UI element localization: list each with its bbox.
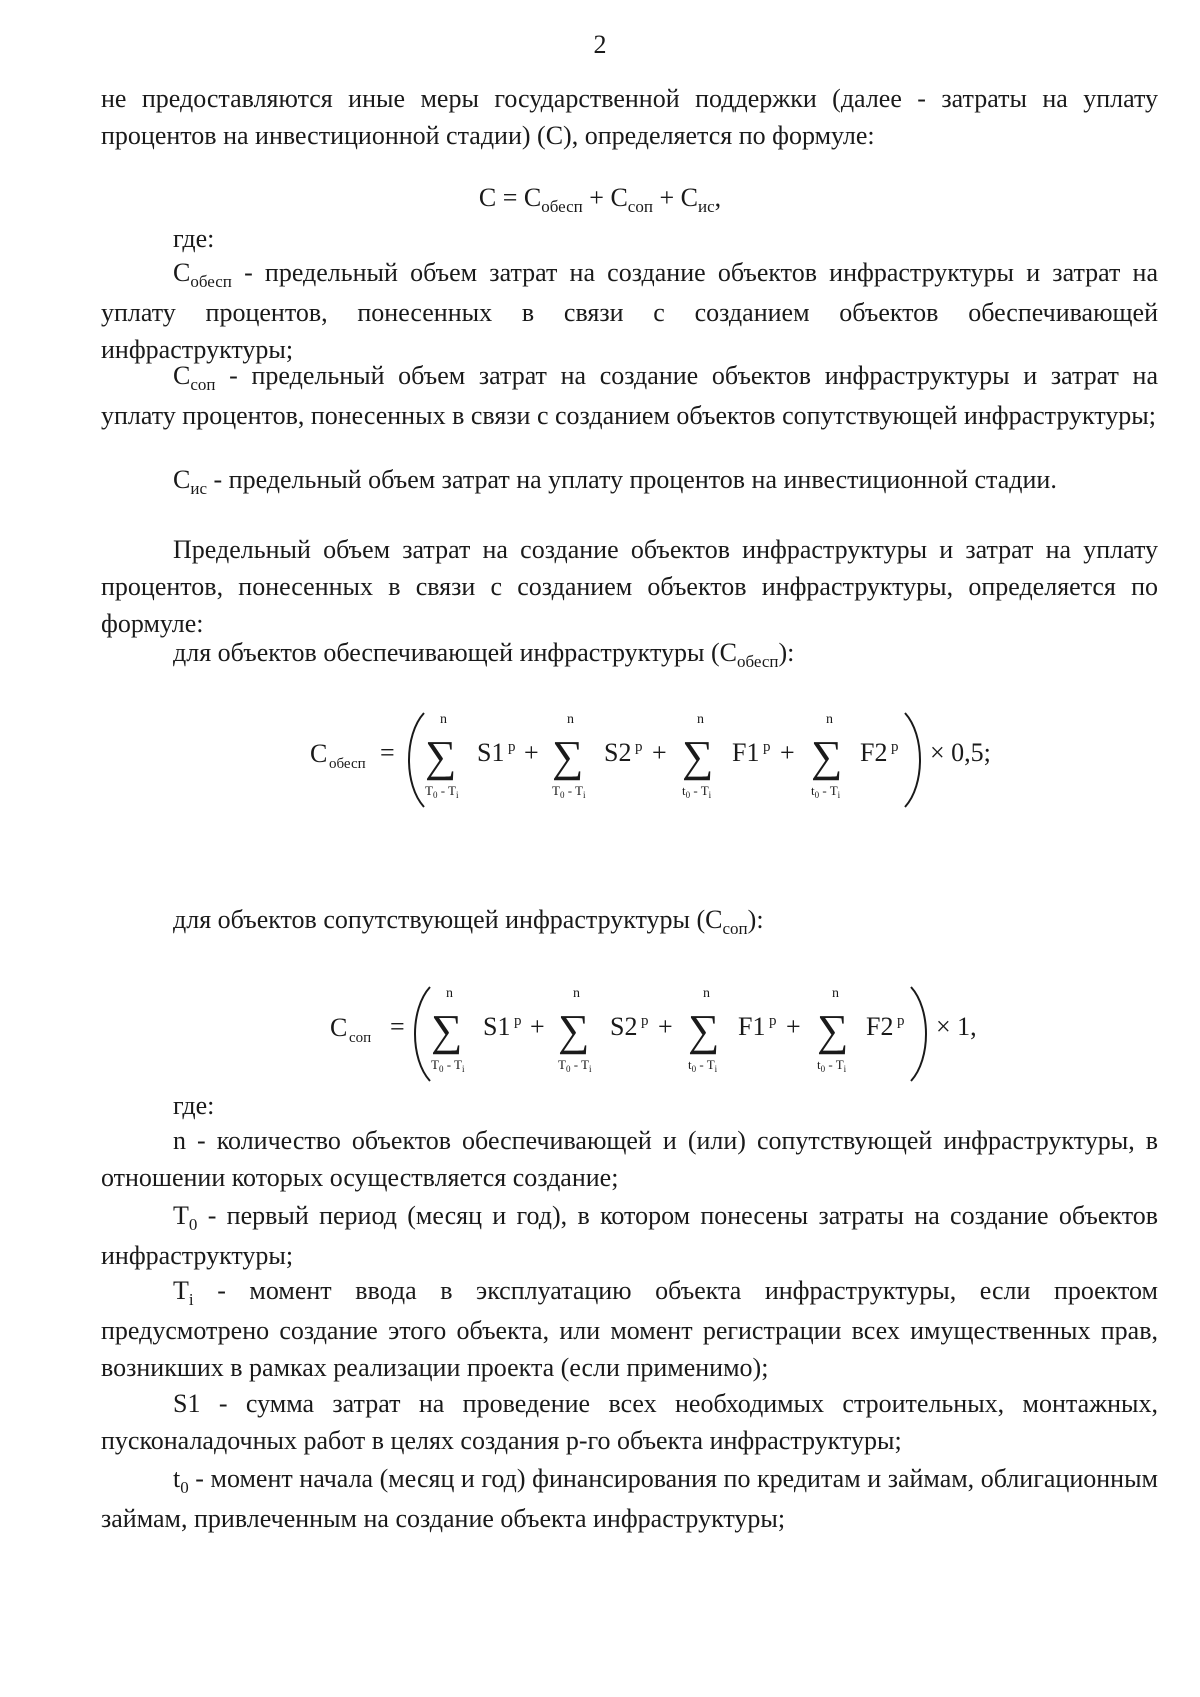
term-sup: p — [763, 739, 771, 755]
intro-paragraph: не предоставляются иные меры государственной поддержки (далее - затраты на уплату процентов на инвестиционной стадии) (С), определяется по формуле: — [101, 84, 1158, 150]
sum-upper: n — [440, 712, 447, 727]
sigma-glyph: ∑ — [688, 1006, 720, 1055]
sum-upper: n — [567, 712, 574, 727]
def-text: - предельный объем затрат на создание объектов инфраструктуры и затрат на уплату процентов, понесенных в связи с созданием объектов обеспечивающей инфраструктуры; — [101, 258, 1158, 364]
sum-term-s1 — [425, 712, 516, 800]
def-text: - момент начала (месяц и год) финансирования по кредитам и займам, облигационным займам, привлеченным на создание объекта инфраструктуры; — [101, 1464, 1158, 1533]
def-symbol: n — [173, 1126, 186, 1155]
def-subscript: 0 — [188, 1215, 198, 1234]
limit-paragraph: Предельный объем затрат на создание объектов инфраструктуры и затрат на уплату процентов, понесенных в связи с созданием объектов инфраструктуры, определяется по формуле: — [101, 535, 1158, 638]
sigma-glyph: ∑ — [811, 732, 843, 781]
def-symbol: С — [173, 258, 191, 287]
formula-sop-lhs: С — [330, 1013, 348, 1042]
plus: + — [530, 1012, 545, 1041]
term-f2: F2 — [860, 738, 888, 767]
def-text: - количество объектов обеспечивающей и (или) сопутствующей инфраструктуры, в отношении которых осуществляется создание; — [101, 1126, 1158, 1192]
def-text: - сумма затрат на проведение всех необходимых строительных, монтажных, пусконаладочных работ в целях создания p-го объекта инфраструктуры; — [101, 1389, 1158, 1455]
sum-upper: n — [826, 712, 833, 727]
def-n — [101, 1122, 1158, 1196]
formula-sop-eq: = — [390, 1012, 405, 1041]
label-obesp — [101, 634, 1158, 674]
term-s2: S2 — [604, 738, 632, 767]
sum-term-s2 — [552, 712, 643, 800]
def-small-t0 — [101, 1460, 1158, 1537]
sigma-glyph: ∑ — [682, 732, 714, 781]
plus: + — [658, 1012, 673, 1041]
sigma-glyph: ∑ — [552, 732, 584, 781]
sigma-glyph: ∑ — [425, 732, 457, 781]
formula-obesp — [0, 705, 1200, 815]
def-text: - первый период (месяц и год), в котором понесены затраты на создание объектов инфраструктуры; — [101, 1201, 1158, 1270]
formula-obesp-eq: = — [380, 738, 395, 767]
label-close: ): — [747, 905, 764, 934]
term-f2: F2 — [866, 1012, 894, 1041]
def-symbol: T — [173, 1201, 189, 1230]
main-formula-sub-is: ис — [697, 197, 715, 216]
def-subscript: ис — [190, 479, 207, 498]
formula-sop-lhs-sub: соп — [349, 1030, 372, 1046]
sum-lower: $t_0 - T_i$ — [688, 1057, 718, 1074]
formula-sop — [0, 979, 1200, 1089]
where-label-1: где: — [173, 224, 215, 253]
sum-lower: $t_0 - T_i$ — [811, 783, 841, 800]
page-number: 2 — [593, 30, 607, 59]
sum-upper: n — [703, 986, 710, 1001]
def-t0 — [101, 1197, 1158, 1274]
main-formula-plus1: + С — [582, 183, 628, 212]
term-f1: F1 — [732, 738, 760, 767]
formula-obesp-lhs: С — [310, 739, 328, 768]
formula-obesp-tail: × 0,5; — [930, 738, 991, 767]
sigma-glyph: ∑ — [558, 1006, 590, 1055]
def-symbol: С — [173, 465, 191, 494]
sum-upper: n — [832, 986, 839, 1001]
def-c-sop — [101, 357, 1158, 434]
main-formula-sub-sop: соп — [627, 197, 653, 216]
formula-obesp-lhs-sub: обесп — [329, 756, 366, 772]
sum-lower: $T_0 - T_i$ — [558, 1057, 592, 1074]
main-formula-end: , — [714, 183, 722, 212]
def-ti — [101, 1272, 1158, 1386]
term-sup: p — [897, 1013, 905, 1029]
sum-term-f2 — [817, 986, 905, 1074]
term-sup: p — [641, 1013, 649, 1029]
label-sop — [101, 901, 1158, 941]
term-f1: F1 — [738, 1012, 766, 1041]
term-s2: S2 — [610, 1012, 638, 1041]
label-text: для объектов обеспечивающей инфраструктуры (С — [173, 638, 737, 667]
sum-term-f1 — [682, 712, 771, 800]
label-subscript: обесп — [736, 652, 779, 671]
sum-upper: n — [446, 986, 453, 1001]
sigma-glyph: ∑ — [431, 1006, 463, 1055]
plus: + — [780, 738, 795, 767]
def-subscript: i — [188, 1290, 194, 1309]
sum-term-s2 — [558, 986, 649, 1074]
def-subscript: 0 — [180, 1478, 189, 1497]
term-sup: p — [508, 739, 516, 755]
def-s1 — [101, 1385, 1158, 1459]
right-paren — [905, 713, 920, 807]
left-paren — [415, 987, 430, 1081]
sum-lower: $t_0 - T_i$ — [682, 783, 712, 800]
where-label-2: где: — [173, 1091, 215, 1120]
main-formula — [0, 183, 1200, 216]
sum-lower: $T_0 - T_i$ — [552, 783, 586, 800]
def-text: - момент ввода в эксплуатацию объекта инфраструктуры, если проектом предусмотрено создание этого объекта, или момент регистрации всех имущественных прав, возникших в рамках реализации проекта (если применимо); — [101, 1276, 1158, 1382]
def-text: - предельный объем затрат на уплату процентов на инвестиционной стадии. — [207, 465, 1057, 494]
sum-upper: n — [573, 986, 580, 1001]
sum-lower: $T_0 - T_i$ — [431, 1057, 465, 1074]
def-symbol: t — [173, 1464, 181, 1493]
formula-sop-tail: × 1, — [936, 1012, 977, 1041]
def-c-obesp — [101, 254, 1158, 368]
term-s1: S1 — [477, 738, 505, 767]
sum-term-s1 — [431, 986, 522, 1074]
plus: + — [652, 738, 667, 767]
right-paren — [911, 987, 926, 1081]
label-text: для объектов сопутствующей инфраструктуры (С — [173, 905, 723, 934]
left-paren — [409, 713, 424, 807]
def-symbol: S1 — [173, 1389, 201, 1418]
def-text: - предельный объем затрат на создание объектов инфраструктуры и затрат на уплату процентов, понесенных в связи с созданием объектов сопутствующей инфраструктуры; — [101, 361, 1158, 430]
sum-upper: n — [697, 712, 704, 727]
label-close: ): — [778, 638, 795, 667]
term-s1: S1 — [483, 1012, 511, 1041]
sum-lower: $T_0 - T_i$ — [425, 783, 459, 800]
plus: + — [786, 1012, 801, 1041]
main-formula-lhs: С = С — [478, 183, 542, 212]
label-subscript: соп — [722, 919, 748, 938]
sigma-glyph: ∑ — [817, 1006, 849, 1055]
term-sup: p — [891, 739, 899, 755]
term-sup: p — [769, 1013, 777, 1029]
def-c-is — [101, 461, 1158, 501]
def-symbol: T — [173, 1276, 189, 1305]
term-sup: p — [635, 739, 643, 755]
def-symbol: С — [173, 361, 191, 390]
main-formula-sub-obesp: обесп — [541, 197, 583, 216]
term-sup: p — [514, 1013, 522, 1029]
sum-term-f1 — [688, 986, 777, 1074]
plus: + — [524, 738, 539, 767]
sum-term-f2 — [811, 712, 899, 800]
def-subscript: обесп — [190, 272, 232, 291]
sum-lower: $t_0 - T_i$ — [817, 1057, 847, 1074]
def-subscript: соп — [190, 375, 216, 394]
main-formula-plus2: + С — [652, 183, 698, 212]
